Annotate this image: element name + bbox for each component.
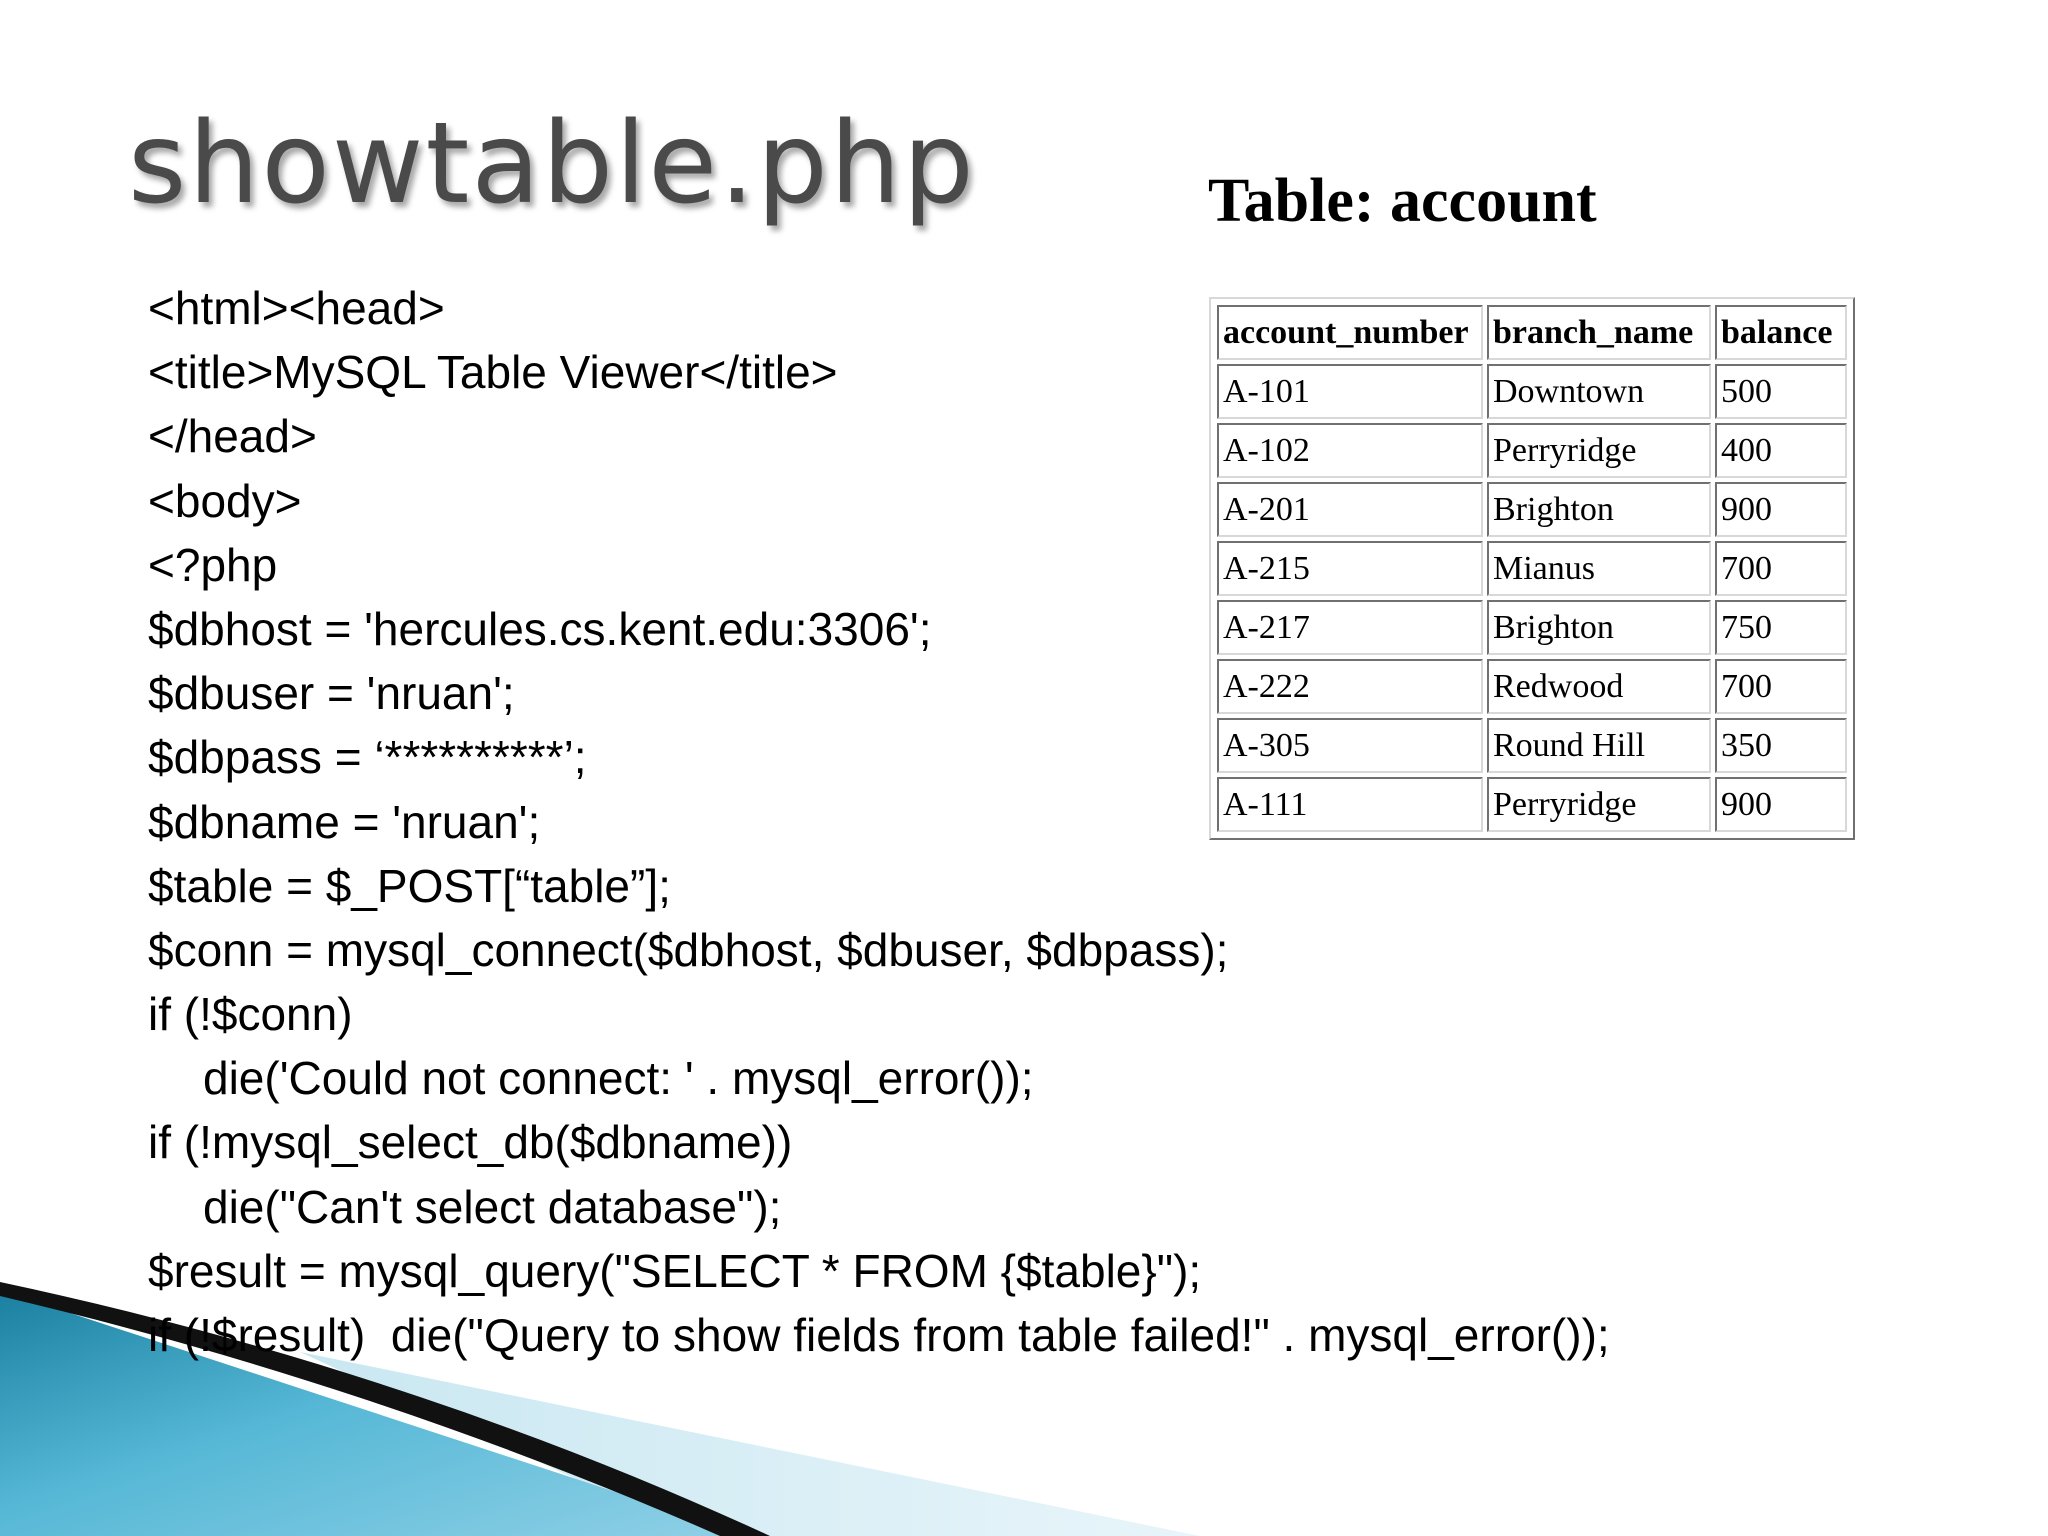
column-header-branch-name: branch_name <box>1487 305 1711 360</box>
table-row <box>1217 659 1847 714</box>
balance-cell: 700 <box>1715 541 1847 596</box>
branch-name-cell: Redwood <box>1487 659 1711 714</box>
code-line: <html><head> <box>148 282 445 334</box>
account-number-cell: A-111 <box>1217 777 1483 832</box>
account-number-cell: A-215 <box>1217 541 1483 596</box>
branch-name-cell: Mianus <box>1487 541 1711 596</box>
code-line: $table = $_POST[“table”]; <box>148 859 671 912</box>
balance-cell: 750 <box>1715 600 1847 655</box>
table-row <box>1217 364 1847 419</box>
branch-name-cell: Brighton <box>1487 482 1711 537</box>
account-table-frame <box>1209 297 1855 840</box>
code-line: $result = mysql_query("SELECT * FROM {$table}"); <box>148 1244 1202 1297</box>
code-line: if (!mysql_select_db($dbname)) <box>148 1116 793 1169</box>
branch-name-cell: Brighton <box>1487 600 1711 655</box>
account-number-cell: A-201 <box>1217 482 1483 537</box>
code-line: die('Could not connect: ' . mysql_error()); <box>203 1052 1034 1105</box>
table-body <box>1217 364 1847 832</box>
balance-cell: 900 <box>1715 777 1847 832</box>
account-table <box>1213 301 1851 836</box>
table-row <box>1217 423 1847 478</box>
code-line: $dbname = 'nruan'; <box>148 795 541 848</box>
balance-cell: 500 <box>1715 364 1847 419</box>
table-row <box>1217 482 1847 537</box>
balance-cell: 900 <box>1715 482 1847 537</box>
account-number-cell: A-101 <box>1217 364 1483 419</box>
balance-cell: 350 <box>1715 718 1847 773</box>
balance-cell: 700 <box>1715 659 1847 714</box>
table-heading: Table: account <box>1208 167 1597 235</box>
table-row <box>1217 718 1847 773</box>
branch-name-cell: Round Hill <box>1487 718 1711 773</box>
account-number-cell: A-305 <box>1217 718 1483 773</box>
table-row <box>1217 541 1847 596</box>
code-line: <?php <box>148 538 278 591</box>
code-line: $conn = mysql_connect($dbhost, $dbuser, $dbpass); <box>148 923 1229 976</box>
code-line: if (!$result) die("Query to show fields from table failed!" . mysql_error()); <box>148 1309 1610 1361</box>
table-header-row <box>1217 305 1847 360</box>
account-number-cell: A-217 <box>1217 600 1483 655</box>
code-line: if (!$conn) <box>148 988 353 1041</box>
balance-cell: 400 <box>1715 423 1847 478</box>
code-line: $dbpass = ‘**********’; <box>148 731 587 784</box>
column-header-account-number: account_number <box>1217 305 1483 360</box>
code-line: die("Can't select database"); <box>203 1180 782 1233</box>
column-header-balance: balance <box>1715 305 1847 360</box>
code-line: $dbuser = 'nruan'; <box>148 667 515 720</box>
table-row <box>1217 600 1847 655</box>
account-number-cell: A-222 <box>1217 659 1483 714</box>
code-line: <title>MySQL Table Viewer</title> <box>148 346 838 399</box>
slide-title: showtable.php <box>128 99 976 229</box>
code-line: <body> <box>148 474 302 527</box>
code-line: $dbhost = 'hercules.cs.kent.edu:3306'; <box>148 602 932 655</box>
code-line: </head> <box>148 410 317 463</box>
account-number-cell: A-102 <box>1217 423 1483 478</box>
branch-name-cell: Downtown <box>1487 364 1711 419</box>
table-row <box>1217 777 1847 832</box>
branch-name-cell: Perryridge <box>1487 423 1711 478</box>
branch-name-cell: Perryridge <box>1487 777 1711 832</box>
